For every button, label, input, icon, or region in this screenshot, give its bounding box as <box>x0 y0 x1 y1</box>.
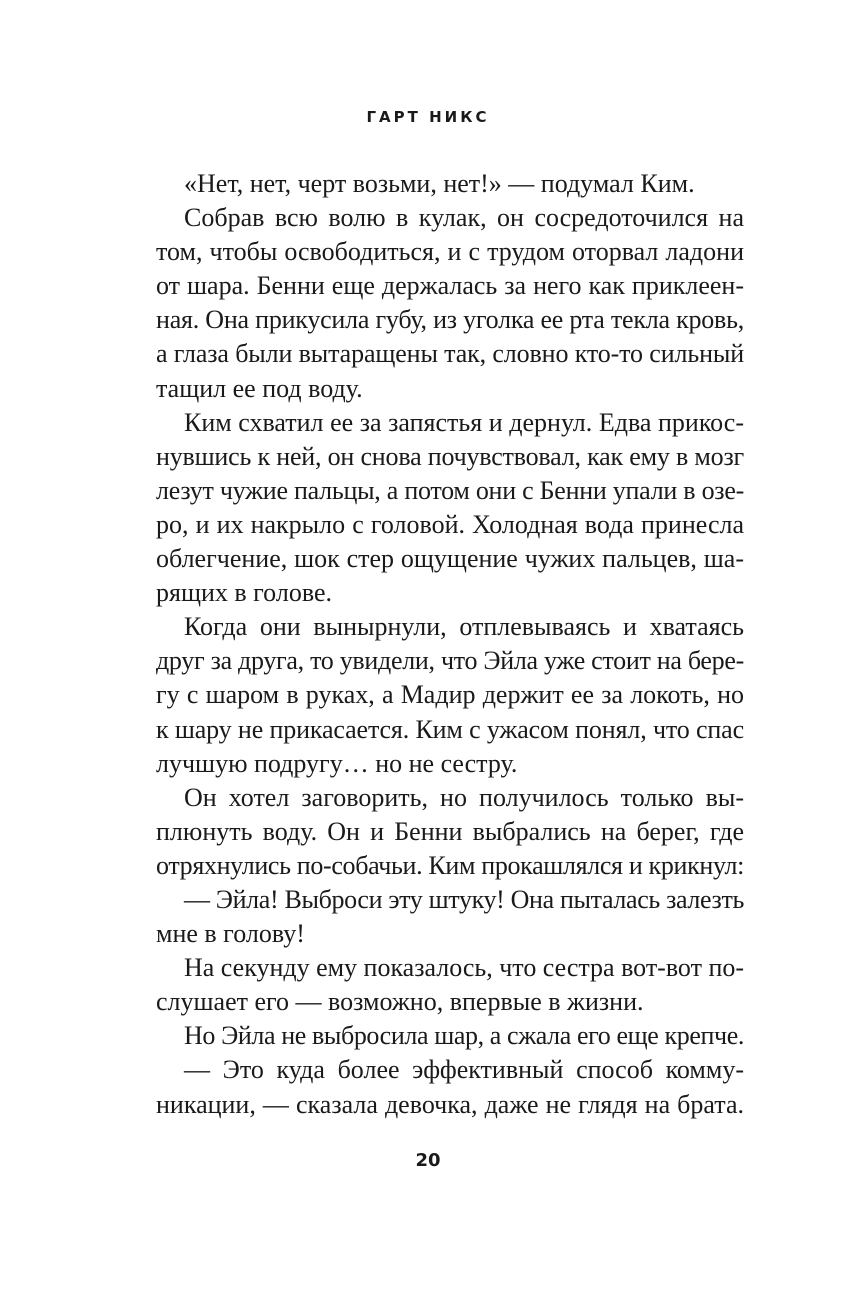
text-line: плюнуть воду. Он и Бенни выбрались на берег, где <box>156 816 744 846</box>
text-line: ро, и их накрыло с головой. Холодная вода принесла <box>156 509 744 539</box>
text-line: от шара. Бенни еще держалась за него как приклеен- <box>156 271 744 301</box>
text-line: Когда они вынырнули, отплевываясь и хватаясь <box>184 612 744 642</box>
text-line: «Нет, нет, черт возьми, нет!» — подумал Ким. <box>184 169 695 198</box>
body-text <box>156 167 744 1122</box>
text-line: Собрав всю волю в кулак, он сосредоточился на <box>184 203 744 233</box>
text-line: тащил ее под воду. <box>156 373 363 403</box>
text-line: друг за друга, то увидели, что Эйла уже стоит на бере- <box>156 646 744 676</box>
text-line: Он хотел заговорить, но получилось только вы- <box>184 782 744 812</box>
text-line: мне в голову! <box>156 919 305 949</box>
text-line: никации, — сказала девочка, даже не глядя на брата. <box>156 1089 744 1119</box>
running-head-author: ГАРТ НИКС <box>366 108 490 126</box>
text-line: Но Эйла не выбросила шар, а сжала его еще крепче. <box>184 1021 744 1051</box>
text-line: рящих в голове. <box>156 578 332 608</box>
page-number: 20 <box>415 1150 441 1171</box>
text-line: нувшись к ней, он снова почувствовал, как ему в мозг <box>156 441 744 471</box>
text-line: — Это куда более эффективный способ комму- <box>184 1055 744 1085</box>
text-line: лучшую подругу… но не сестру. <box>156 748 518 778</box>
text-line: гу с шаром в руках, а Мадир держит ее за локоть, но <box>156 680 744 710</box>
text-line: облегчение, шок стер ощущение чужих пальцев, ша- <box>156 544 744 574</box>
text-line: лезут чужие пальцы, а потом они с Бенни упали в озе- <box>156 475 745 505</box>
text-line: На секунду ему показалось, что сестра вот-вот по- <box>184 953 744 983</box>
text-line: а глаза были вытаращены так, словно кто-то сильный <box>156 339 744 369</box>
text-line: Ким схватил ее за запястья и дернул. Едва прикос- <box>184 407 744 437</box>
text-line: отряхнулись по-собачьи. Ким прокашлялся и крикнул: <box>156 850 744 880</box>
text-line: том, чтобы освободиться, и с трудом оторвал ладони <box>156 237 744 267</box>
text-line: к шару не прикасается. Ким с ужасом понял, что спас <box>156 714 744 744</box>
text-line: ная. Она прикусила губу, из уголка ее рта текла кровь, <box>156 305 744 335</box>
text-line: — Эйла! Выброси эту штуку! Она пыталась залезть <box>184 884 744 914</box>
text-line: слушает его — возможно, впервые в жизни. <box>156 987 644 1017</box>
